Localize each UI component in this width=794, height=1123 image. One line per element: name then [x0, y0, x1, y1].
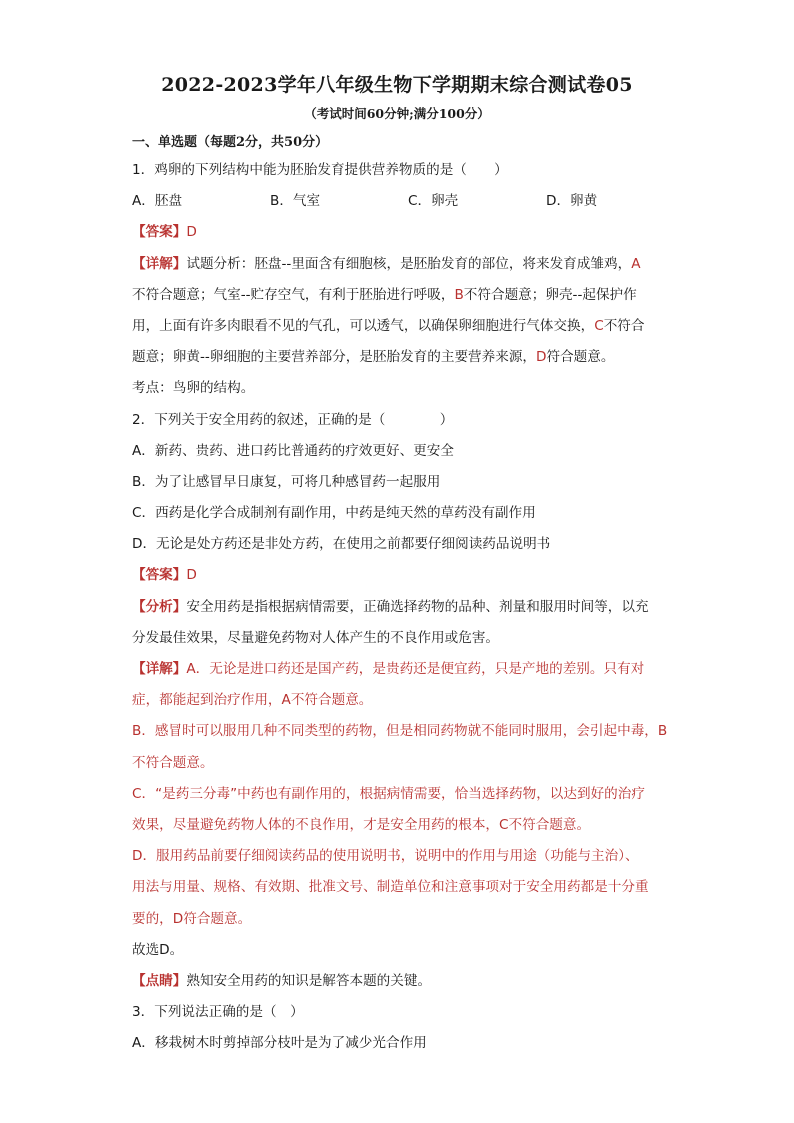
- remark-text: 熟知安全用药的知识是解答本题的关键。: [186, 972, 432, 989]
- question-1-options: [132, 186, 672, 217]
- question-1-option-a: A．胚盘: [132, 193, 183, 210]
- detail-text: 症，都能起到治疗作用，: [132, 692, 282, 709]
- question-content: [132, 155, 672, 1059]
- question-2-detail-line: [132, 904, 672, 935]
- question-2-answer: [132, 560, 672, 591]
- detail-text: 试题分析：胚盘--里面含有细胞核，是胚胎发育的部位，将来发育成雏鸡，: [186, 255, 632, 272]
- answer-value: D: [186, 567, 197, 584]
- detail-option-letter: D: [172, 910, 184, 927]
- question-2-detail-line: C．“是药三分毒”中药也有副作用的，根据病情需要，恰当选择药物，以达到好的治疗: [132, 785, 645, 802]
- question-1-option-d: D．卵黄: [546, 193, 598, 210]
- question-2-remark: [132, 966, 672, 997]
- detail-option-letter: A: [281, 692, 291, 709]
- detail-option-letter: A: [631, 255, 641, 272]
- question-2-conclusion: 故选D。: [132, 941, 184, 958]
- answer-tag: 【答案】: [132, 224, 187, 241]
- question-1-detail-line: [132, 311, 672, 342]
- detail-text: 效果，尽量避免药物人体的不良作用，才是安全用药的根本，: [132, 816, 500, 833]
- question-2-detail-line: [132, 685, 672, 716]
- detail-option-letter: B: [454, 286, 464, 303]
- question-2-analysis-line: 分发最佳效果，尽量避免药物对人体产生的不良作用或危害。: [132, 629, 500, 646]
- detail-text: A．无论是进口药还是国产药，是贵药还是便宜药，只是产地的差别。只有对: [186, 661, 645, 677]
- detail-option-letter: C: [499, 816, 509, 833]
- answer-value: D: [186, 224, 197, 241]
- detail-text: B．感冒时可以服用几种不同类型的药物，但是相同药物就不能同时服用，会引起中毒，: [132, 723, 658, 740]
- detail-text: 不符合题意。: [508, 816, 591, 833]
- question-1-option-b: B．气室: [270, 193, 321, 210]
- question-1-option-c: C．卵壳: [408, 193, 459, 210]
- question-3-option-a: A．移栽树木时剪掉部分枝叶是为了减少光合作用: [132, 1035, 427, 1052]
- question-2-option-b: B．为了让感冒早日康复，可将几种感冒药一起服用: [132, 473, 441, 490]
- detail-tag: 【详解】: [132, 661, 187, 677]
- detail-text: 用，上面有许多肉眼看不见的气孔，可以透气，以确保卵细胞进行气体交换，: [132, 317, 595, 334]
- remark-tag: 【点睛】: [132, 972, 187, 989]
- question-2-detail-line: [132, 716, 672, 747]
- question-2-detail-line: 不符合题意。: [132, 754, 214, 771]
- question-1-detail-line: [132, 249, 672, 280]
- question-2-analysis-line: [132, 592, 672, 623]
- detail-text: 题意；卵黄--卵细胞的主要营养部分，是胚胎发育的主要营养来源，: [132, 349, 537, 366]
- question-3-stem: 3．下列说法正确的是（ ）: [132, 1004, 304, 1021]
- detail-option-letter: B: [657, 723, 668, 740]
- question-2-option-d: D．无论是处方药还是非处方药，在使用之前都要仔细阅读药品说明书: [132, 536, 551, 553]
- question-2-option-a: A．新药、贵药、进口药比普通药的疗效更好、更安全: [132, 442, 454, 459]
- question-2-detail-line: D．服用药品前要仔细阅读药品的使用说明书，说明中的作用与用途（功能与主治）、: [132, 848, 639, 865]
- analysis-tag: 【分析】: [132, 598, 187, 615]
- detail-text: 符合题意。: [183, 910, 252, 927]
- question-2-detail-line: 用法与用量、规格、有效期、批准文号、制造单位和注意事项对于安全用药都是十分重: [132, 879, 649, 896]
- question-2-option-c: C．西药是化学合成制剂有副作用，中药是纯天然的草药没有副作用: [132, 505, 536, 522]
- page-subtitle: （考试时间60分钟;满分100分）: [304, 106, 490, 121]
- question-1-answer: [132, 217, 672, 248]
- question-1-detail-line: [132, 342, 672, 373]
- answer-tag: 【答案】: [132, 567, 187, 584]
- detail-text: 要的，: [132, 910, 173, 927]
- detail-option-letter: C: [594, 317, 604, 334]
- detail-option-letter: D: [536, 349, 547, 366]
- question-1-stem: 1．鸡卵的下列结构中能为胚胎发育提供营养物质的是（ ）: [132, 162, 508, 178]
- detail-text: 不符合题意；气室--贮存空气，有利于胚胎进行呼吸，: [132, 286, 455, 303]
- question-1-kaodian: 考点：鸟卵的结构。: [132, 380, 255, 397]
- page-title: 2022-2023学年八年级生物下学期期末综合测试卷05: [161, 74, 633, 96]
- question-1-detail-line: [132, 280, 672, 311]
- question-2-stem: 2．下列关于安全用药的叙述，正确的是（ ）: [132, 411, 454, 428]
- question-2-detail-line: [132, 810, 672, 841]
- detail-text: 不符合题意；卵壳--起保护作: [463, 286, 637, 303]
- detail-text: 不符合题意。: [290, 692, 373, 709]
- section-heading: 一、单选题（每题2分，共50分）: [132, 135, 329, 150]
- analysis-text: 安全用药是指根据病情需要，正确选择药物的品种、剂量和服用时间等，以充: [186, 598, 649, 615]
- detail-text: 符合题意。: [546, 349, 615, 366]
- detail-tag: 【详解】: [132, 255, 187, 272]
- detail-text: 不符合: [603, 317, 645, 334]
- question-2-detail-line: [132, 654, 672, 685]
